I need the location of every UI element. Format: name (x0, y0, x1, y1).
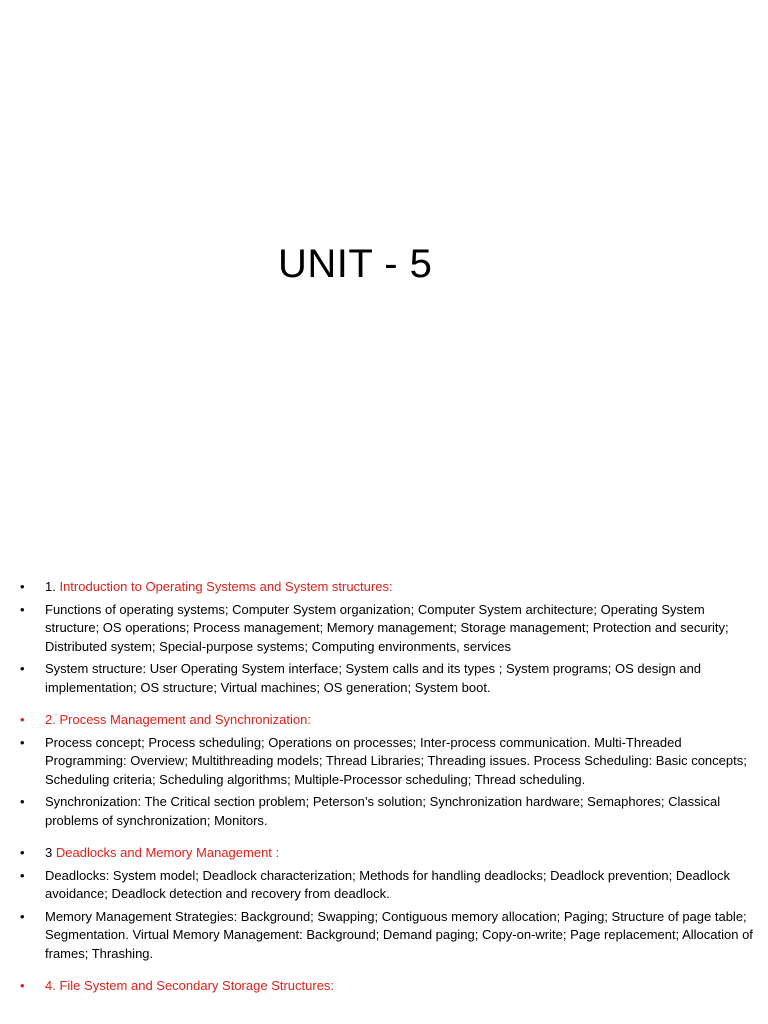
bullet-icon: • (20, 978, 25, 993)
paragraph-text: Process concept; Process scheduling; Operations on processes; Inter-process communication. Multi-Threaded Programming: Overview; Multithreading models; Thread Libraries; Threading issues. Process Scheduling: Basic concepts; Scheduling criteria; Scheduling algorithms; Multiple-Processor scheduling; Thread scheduling. (45, 734, 747, 787)
section-heading-2 (20, 711, 758, 730)
section-paragraph (20, 793, 758, 830)
bullet-icon: • (20, 734, 25, 750)
section-paragraph (20, 660, 758, 697)
syllabus-content (20, 578, 758, 1000)
bullet-icon: • (20, 661, 25, 676)
section-heading-1 (20, 578, 758, 597)
section-paragraph (20, 601, 758, 657)
section-heading-4 (20, 977, 758, 996)
section-paragraph (20, 867, 758, 904)
section-title: File System and Secondary Storage Structures: (59, 978, 335, 993)
page-title: UNIT - 5 (278, 242, 433, 286)
section-title: Deadlocks and Memory Management : (55, 845, 280, 860)
paragraph-text: Functions of operating systems; Computer System organization; Computer System architecture; Operating System structure; OS operations; Process management; Memory management; Storage management; Protection and security; Distributed system; Special-purpose systems; Computing environments, services (45, 601, 729, 654)
section-heading-3 (20, 844, 758, 863)
paragraph-text: Synchronization: The Critical section problem; Peterson’s solution; Synchronization hardware; Semaphores; Classical problems of synchronization; Monitors. (45, 794, 721, 828)
bullet-icon: • (20, 712, 25, 727)
section-paragraph (20, 908, 758, 964)
section-number: 2. (45, 712, 56, 727)
bullet-icon: • (20, 845, 25, 860)
section-number: 3 (45, 845, 53, 860)
bullet-icon: • (20, 908, 25, 924)
bullet-icon: • (20, 579, 25, 594)
bullet-icon: • (20, 601, 25, 617)
section-title: Process Management and Synchronization: (59, 712, 311, 727)
section-title: Introduction to Operating Systems and System structures: (59, 579, 393, 594)
paragraph-text: Deadlocks: System model; Deadlock characterization; Methods for handling deadlocks; Deadlock prevention; Deadlock avoidance; Deadlock detection and recovery from deadlock. (45, 867, 731, 901)
section-paragraph (20, 734, 758, 790)
paragraph-text: Memory Management Strategies: Background; Swapping; Contiguous memory allocation; Paging; Structure of page table; Segmentation. Virtual Memory Management: Background; Demand paging; Copy-on-write; Page replacement; Allocation of frames; Thrashing. (45, 908, 753, 961)
bullet-icon: • (20, 794, 25, 809)
section-number: 4. (45, 978, 56, 993)
paragraph-text: System structure: User Operating System interface; System calls and its types ; System programs; OS design and implementation; OS structure; Virtual machines; OS generation; System boot. (45, 661, 702, 695)
bullet-icon: • (20, 867, 25, 883)
section-number: 1. (45, 579, 56, 594)
